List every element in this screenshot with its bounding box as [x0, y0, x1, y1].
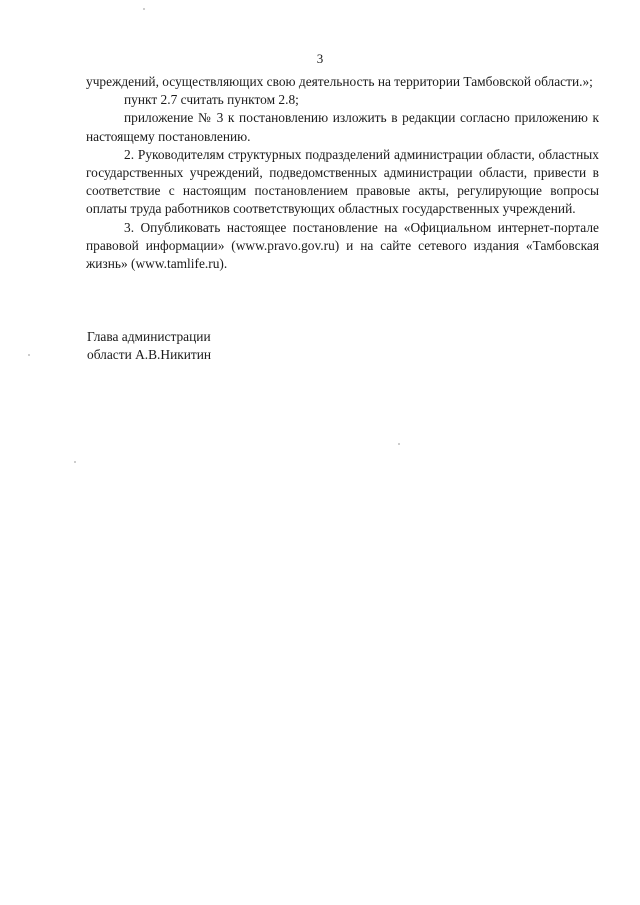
scan-speck	[74, 461, 76, 463]
paragraph-continuation: учреждений, осуществляющих свою деятельность на территории Тамбовской области.»;	[86, 74, 593, 89]
page-number: 3	[316, 51, 324, 66]
paragraph-appendix: приложение № 3 к постановлению изложить в редакции согласно приложению к настоящему постановлению.	[86, 110, 599, 144]
signature-position: Глава администрации	[87, 329, 211, 344]
scan-speck	[398, 443, 400, 445]
scan-speck	[28, 354, 30, 356]
paragraph-point-3: 3. Опубликовать настоящее постановление на «Официальном интернет-портале правовой информации» (www.pravo.gov.ru) и на сайте сетевого издания «Тамбовская жизнь» (www.tamlife.ru).	[86, 219, 599, 272]
paragraph-item-renumber: пункт 2.7 считать пунктом 2.8;	[124, 92, 299, 108]
scan-speck	[143, 8, 145, 10]
paragraph-point-2: 2. Руководителям структурных подразделений администрации области, областных государственных учреждений, подведомственных администрации области, привести в соответствие с настоящим постановлением правовые акты, регулирующие вопросы оплаты труда работников соответствующих областных государственных учреждений.	[86, 146, 599, 217]
document-body	[86, 73, 599, 273]
signature-block	[87, 328, 211, 364]
signature-name: области А.В.Никитин	[87, 347, 212, 362]
